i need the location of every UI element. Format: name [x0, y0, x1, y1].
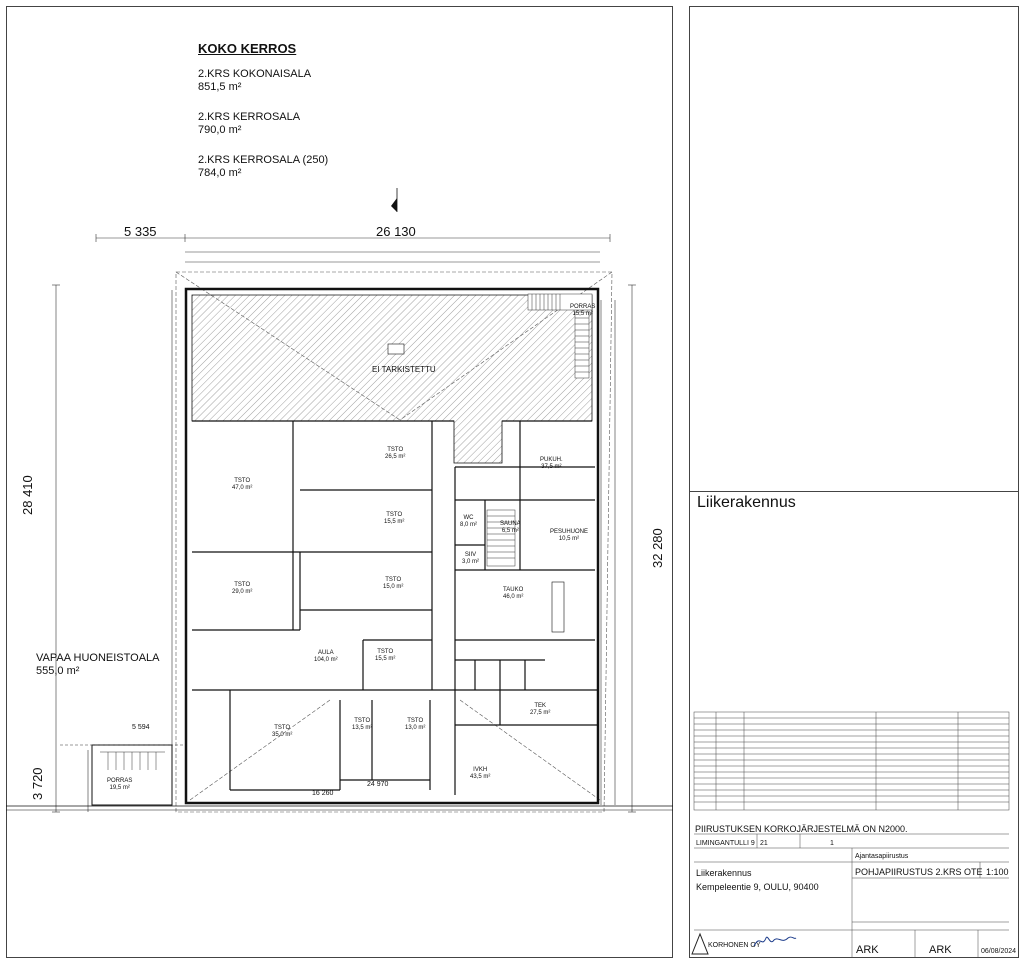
- free-area-value: 555,0 m²: [36, 665, 80, 677]
- dim-5594: 5 594: [132, 724, 150, 731]
- room-pukuh: PUKUH. 37,5 m²: [540, 457, 563, 470]
- dim-24970: 24 970: [367, 781, 389, 788]
- dim-left-width: 5 335: [124, 224, 157, 239]
- summary-title: KOKO KERROS: [198, 41, 297, 56]
- dim-16260: 16 260: [312, 790, 334, 797]
- room-tsto-13-5: TSTO 13,5 m²: [352, 718, 373, 731]
- block-number: 21: [760, 840, 768, 847]
- area-value-total: 851,5 m²: [198, 81, 242, 93]
- designer-code-2: ARK: [929, 944, 952, 956]
- plan-type: Ajantasapiirustus: [855, 853, 909, 860]
- room-wc: WC 8,0 m²: [460, 515, 478, 528]
- address-label: LIMINGANTULLI 9: [696, 840, 755, 847]
- company-name: KORHONEN OY: [708, 942, 761, 949]
- area-label-floor-250: 2.KRS KERROSALA (250): [198, 154, 329, 166]
- drawing-date: 06/08/2024: [981, 948, 1017, 955]
- room-tsto-13: TSTO 13,0 m²: [405, 718, 426, 731]
- room-pesuhuone: PESUHUONE 10,5 m²: [550, 529, 589, 542]
- room-tsto-26: TSTO 26,5 m²: [385, 447, 406, 460]
- room-tsto-15-5b: TSTO 15,5 m²: [375, 649, 396, 662]
- building-name: Liikerakennus: [697, 494, 796, 511]
- room-tsto-29: TSTO 29,0 m²: [232, 582, 253, 595]
- dim-main-width: 26 130: [376, 224, 416, 239]
- dim-right-height: 32 280: [650, 528, 665, 568]
- room-porras: PORRAS 15,5 m²: [570, 304, 596, 317]
- signature-icon: [752, 932, 798, 950]
- drawing-title: POHJAPIIRUSTUS 2.KRS OTE: [855, 867, 983, 877]
- plot-number: 1: [830, 840, 834, 847]
- project-address: Kempeleentie 9, OULU, 90400: [696, 882, 819, 892]
- room-porras-2: PORRAS 19,5 m²: [107, 778, 133, 791]
- room-siiv: SIIV 3,0 m²: [462, 552, 480, 565]
- drawing-scale: 1:100: [986, 867, 1009, 877]
- area-value-floor-250: 784,0 m²: [198, 167, 242, 179]
- room-tek: TEK 27,5 m²: [530, 703, 551, 716]
- free-area-label: VAPAA HUONEISTOALA: [36, 652, 160, 664]
- designer-code-1: ARK: [856, 944, 879, 956]
- room-ivkh: IVKH 43,5 m²: [470, 767, 491, 780]
- room-aula: AULA 104,0 m²: [314, 650, 338, 663]
- room-tsto-15-5a: TSTO 15,5 m²: [384, 512, 405, 525]
- room-tauko: TAUKO 46,0 m²: [503, 587, 524, 600]
- area-label-floor: 2.KRS KERROSALA: [198, 111, 301, 123]
- dim-left-height: 28 410: [20, 475, 35, 515]
- project-name: Liikerakennus: [696, 868, 752, 878]
- dim-stair-height: 3 720: [30, 767, 45, 800]
- room-tsto-47: TSTO 47,0 m²: [232, 478, 253, 491]
- coord-system-note: PIIRUSTUKSEN KORKOJÄRJESTELMÄ ON N2000.: [695, 824, 908, 834]
- area-value-floor: 790,0 m²: [198, 124, 242, 136]
- room-tsto-15: TSTO 15,0 m²: [383, 577, 404, 590]
- area-label-total: 2.KRS KOKONAISALA: [198, 68, 312, 80]
- room-sauna: SAUNA 6,5 m²: [500, 521, 521, 534]
- company-logo-icon: [690, 930, 710, 956]
- room-tsto-35: TSTO 35,0 m²: [272, 725, 293, 738]
- unchecked-zone-label: EI TARKISTETTU: [372, 365, 436, 374]
